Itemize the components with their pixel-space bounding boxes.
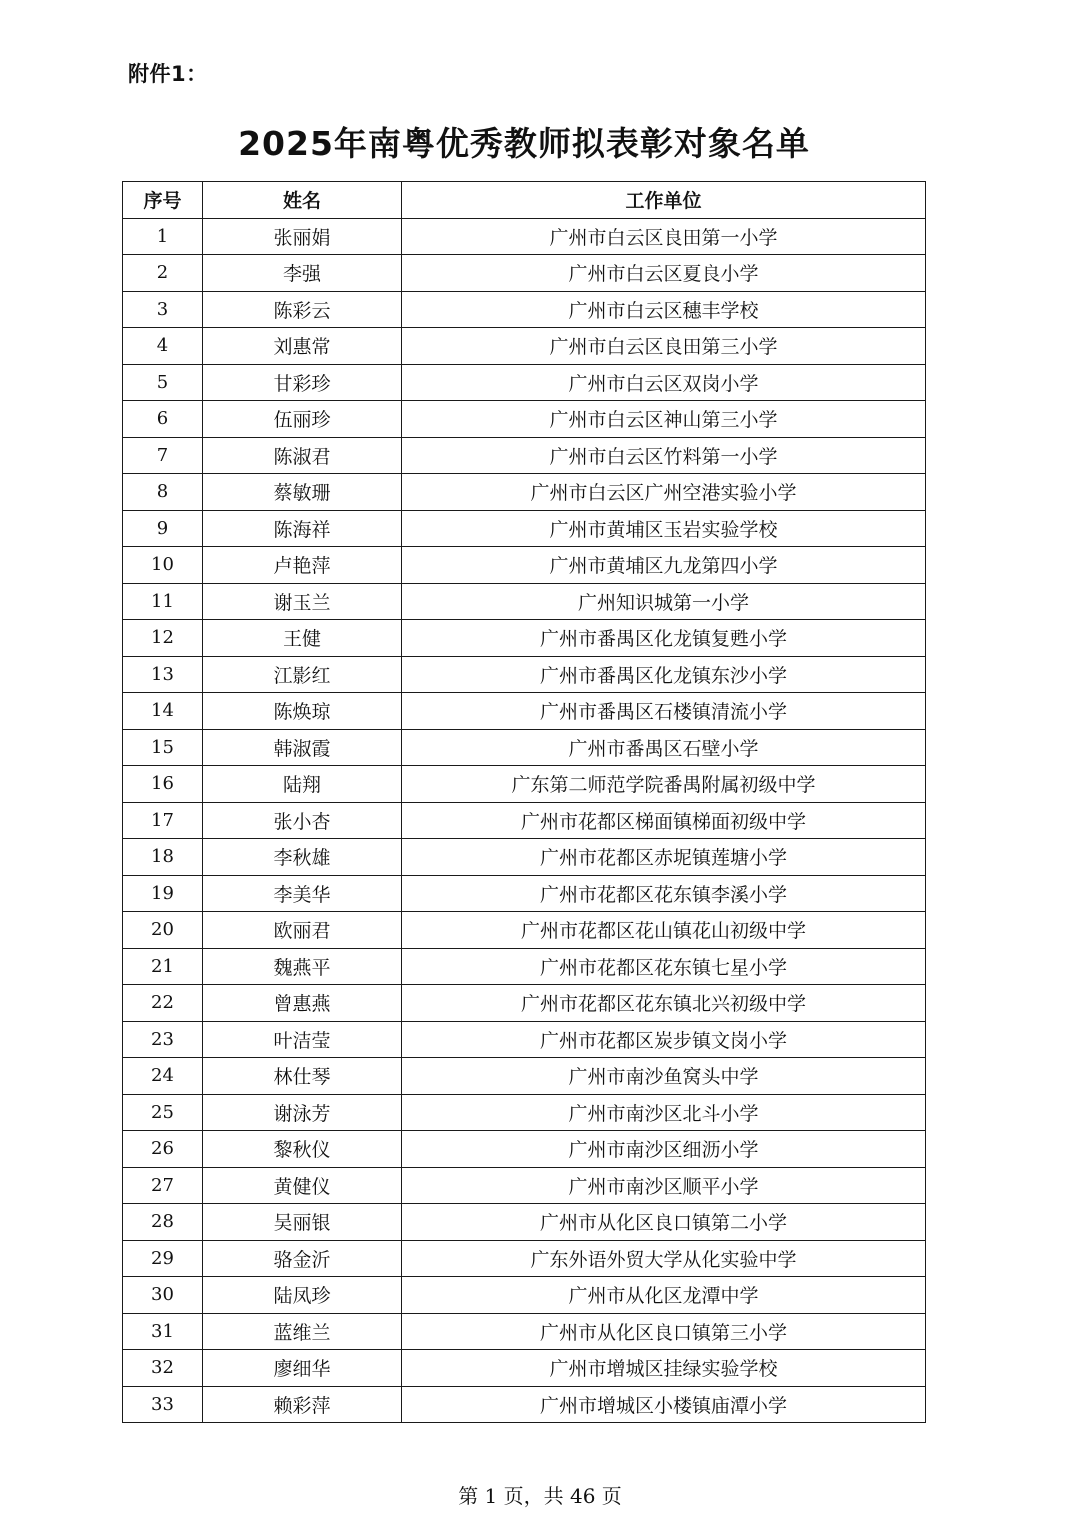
cell-name: 林仕琴 bbox=[203, 1058, 402, 1095]
table-row bbox=[123, 401, 926, 438]
cell-work-unit: 广州市花都区梯面镇梯面初级中学 bbox=[402, 802, 926, 839]
honoree-table bbox=[122, 181, 926, 1423]
table-row bbox=[123, 1386, 926, 1423]
cell-serial-number: 19 bbox=[123, 875, 203, 912]
cell-work-unit: 广州市白云区穗丰学校 bbox=[402, 291, 926, 328]
cell-name: 张丽娟 bbox=[203, 218, 402, 255]
cell-serial-number: 10 bbox=[123, 547, 203, 584]
cell-serial-number: 13 bbox=[123, 656, 203, 693]
cell-serial-number: 7 bbox=[123, 437, 203, 474]
table-row bbox=[123, 1350, 926, 1387]
table-row bbox=[123, 875, 926, 912]
cell-name: 吴丽银 bbox=[203, 1204, 402, 1241]
header-work-unit: 工作单位 bbox=[402, 182, 926, 219]
cell-work-unit: 广州市黄埔区玉岩实验学校 bbox=[402, 510, 926, 547]
cell-serial-number: 20 bbox=[123, 912, 203, 949]
table-row bbox=[123, 948, 926, 985]
cell-serial-number: 11 bbox=[123, 583, 203, 620]
cell-name: 叶洁莹 bbox=[203, 1021, 402, 1058]
cell-serial-number: 6 bbox=[123, 401, 203, 438]
table-row bbox=[123, 1240, 926, 1277]
cell-name: 廖细华 bbox=[203, 1350, 402, 1387]
cell-serial-number: 18 bbox=[123, 839, 203, 876]
table-row bbox=[123, 693, 926, 730]
table-row bbox=[123, 547, 926, 584]
table-row bbox=[123, 218, 926, 255]
cell-serial-number: 4 bbox=[123, 328, 203, 365]
cell-name: 陈海祥 bbox=[203, 510, 402, 547]
table-row bbox=[123, 1167, 926, 1204]
cell-serial-number: 5 bbox=[123, 364, 203, 401]
cell-serial-number: 12 bbox=[123, 620, 203, 657]
cell-work-unit: 广东第二师范学院番禺附属初级中学 bbox=[402, 766, 926, 803]
cell-work-unit: 广州市花都区赤坭镇莲塘小学 bbox=[402, 839, 926, 876]
cell-serial-number: 27 bbox=[123, 1167, 203, 1204]
cell-work-unit: 广州市花都区花东镇北兴初级中学 bbox=[402, 985, 926, 1022]
cell-serial-number: 23 bbox=[123, 1021, 203, 1058]
cell-work-unit: 广州市南沙区细沥小学 bbox=[402, 1131, 926, 1168]
table-row bbox=[123, 729, 926, 766]
cell-name: 陈彩云 bbox=[203, 291, 402, 328]
cell-work-unit: 广州市从化区龙潭中学 bbox=[402, 1277, 926, 1314]
cell-name: 蓝维兰 bbox=[203, 1313, 402, 1350]
cell-serial-number: 1 bbox=[123, 218, 203, 255]
table-header-row bbox=[123, 182, 926, 219]
table-row bbox=[123, 839, 926, 876]
cell-name: 王健 bbox=[203, 620, 402, 657]
cell-name: 黎秋仪 bbox=[203, 1131, 402, 1168]
cell-work-unit: 广州市番禺区石壁小学 bbox=[402, 729, 926, 766]
cell-name: 曾惠燕 bbox=[203, 985, 402, 1022]
cell-work-unit: 广州市白云区良田第一小学 bbox=[402, 218, 926, 255]
cell-serial-number: 30 bbox=[123, 1277, 203, 1314]
cell-work-unit: 广州市白云区夏良小学 bbox=[402, 255, 926, 292]
cell-serial-number: 33 bbox=[123, 1386, 203, 1423]
table-row bbox=[123, 656, 926, 693]
cell-name: 魏燕平 bbox=[203, 948, 402, 985]
cell-name: 李秋雄 bbox=[203, 839, 402, 876]
cell-name: 李强 bbox=[203, 255, 402, 292]
table-row bbox=[123, 583, 926, 620]
table-row bbox=[123, 291, 926, 328]
cell-name: 刘惠常 bbox=[203, 328, 402, 365]
cell-name: 卢艳萍 bbox=[203, 547, 402, 584]
table-row bbox=[123, 1131, 926, 1168]
cell-name: 蔡敏珊 bbox=[203, 474, 402, 511]
cell-name: 黄健仪 bbox=[203, 1167, 402, 1204]
cell-work-unit: 广州知识城第一小学 bbox=[402, 583, 926, 620]
cell-name: 张小杏 bbox=[203, 802, 402, 839]
table-row bbox=[123, 510, 926, 547]
cell-serial-number: 8 bbox=[123, 474, 203, 511]
table-row bbox=[123, 1021, 926, 1058]
cell-name: 陈焕琼 bbox=[203, 693, 402, 730]
cell-work-unit: 广州市番禺区化龙镇东沙小学 bbox=[402, 656, 926, 693]
table-row bbox=[123, 985, 926, 1022]
cell-work-unit: 广东外语外贸大学从化实验中学 bbox=[402, 1240, 926, 1277]
cell-serial-number: 16 bbox=[123, 766, 203, 803]
cell-serial-number: 29 bbox=[123, 1240, 203, 1277]
cell-serial-number: 32 bbox=[123, 1350, 203, 1387]
cell-name: 骆金沂 bbox=[203, 1240, 402, 1277]
cell-work-unit: 广州市从化区良口镇第三小学 bbox=[402, 1313, 926, 1350]
cell-work-unit: 广州市增城区挂绿实验学校 bbox=[402, 1350, 926, 1387]
cell-name: 赖彩萍 bbox=[203, 1386, 402, 1423]
table-row bbox=[123, 328, 926, 365]
table-row bbox=[123, 912, 926, 949]
cell-work-unit: 广州市增城区小楼镇庙潭小学 bbox=[402, 1386, 926, 1423]
table-row bbox=[123, 255, 926, 292]
cell-serial-number: 24 bbox=[123, 1058, 203, 1095]
table-row bbox=[123, 1277, 926, 1314]
cell-serial-number: 25 bbox=[123, 1094, 203, 1131]
cell-name: 谢泳芳 bbox=[203, 1094, 402, 1131]
cell-work-unit: 广州市白云区广州空港实验小学 bbox=[402, 474, 926, 511]
table-row bbox=[123, 802, 926, 839]
cell-serial-number: 14 bbox=[123, 693, 203, 730]
cell-work-unit: 广州市白云区双岗小学 bbox=[402, 364, 926, 401]
cell-name: 陆凤珍 bbox=[203, 1277, 402, 1314]
cell-work-unit: 广州市番禺区石楼镇清流小学 bbox=[402, 693, 926, 730]
page-footer: 第 1 页，共 46 页 bbox=[458, 1484, 622, 1508]
cell-work-unit: 广州市花都区花东镇李溪小学 bbox=[402, 875, 926, 912]
cell-serial-number: 17 bbox=[123, 802, 203, 839]
cell-serial-number: 3 bbox=[123, 291, 203, 328]
cell-serial-number: 15 bbox=[123, 729, 203, 766]
table-row bbox=[123, 620, 926, 657]
table-row bbox=[123, 364, 926, 401]
cell-name: 谢玉兰 bbox=[203, 583, 402, 620]
cell-work-unit: 广州市南沙区北斗小学 bbox=[402, 1094, 926, 1131]
cell-work-unit: 广州市南沙鱼窝头中学 bbox=[402, 1058, 926, 1095]
table-row bbox=[123, 766, 926, 803]
cell-work-unit: 广州市花都区花东镇七星小学 bbox=[402, 948, 926, 985]
header-serial-number: 序号 bbox=[123, 182, 203, 219]
table-row bbox=[123, 1094, 926, 1131]
cell-work-unit: 广州市南沙区顺平小学 bbox=[402, 1167, 926, 1204]
table-row bbox=[123, 1204, 926, 1241]
cell-name: 李美华 bbox=[203, 875, 402, 912]
cell-name: 陈淑君 bbox=[203, 437, 402, 474]
table-row bbox=[123, 437, 926, 474]
header-name: 姓名 bbox=[203, 182, 402, 219]
cell-work-unit: 广州市番禺区化龙镇复甦小学 bbox=[402, 620, 926, 657]
cell-serial-number: 21 bbox=[123, 948, 203, 985]
document-title: 2025年南粤优秀教师拟表彰对象名单 bbox=[238, 124, 810, 163]
cell-name: 韩淑霞 bbox=[203, 729, 402, 766]
cell-name: 伍丽珍 bbox=[203, 401, 402, 438]
cell-name: 欧丽君 bbox=[203, 912, 402, 949]
cell-serial-number: 9 bbox=[123, 510, 203, 547]
cell-name: 陆翔 bbox=[203, 766, 402, 803]
cell-serial-number: 22 bbox=[123, 985, 203, 1022]
cell-serial-number: 26 bbox=[123, 1131, 203, 1168]
cell-name: 甘彩珍 bbox=[203, 364, 402, 401]
cell-work-unit: 广州市花都区炭步镇文岗小学 bbox=[402, 1021, 926, 1058]
cell-serial-number: 2 bbox=[123, 255, 203, 292]
cell-work-unit: 广州市白云区神山第三小学 bbox=[402, 401, 926, 438]
cell-serial-number: 28 bbox=[123, 1204, 203, 1241]
cell-serial-number: 31 bbox=[123, 1313, 203, 1350]
table-row bbox=[123, 1313, 926, 1350]
cell-work-unit: 广州市白云区竹料第一小学 bbox=[402, 437, 926, 474]
attachment-label: 附件1： bbox=[128, 62, 208, 86]
cell-work-unit: 广州市从化区良口镇第二小学 bbox=[402, 1204, 926, 1241]
cell-name: 江影红 bbox=[203, 656, 402, 693]
cell-work-unit: 广州市花都区花山镇花山初级中学 bbox=[402, 912, 926, 949]
table-row bbox=[123, 1058, 926, 1095]
cell-work-unit: 广州市黄埔区九龙第四小学 bbox=[402, 547, 926, 584]
table-row bbox=[123, 474, 926, 511]
cell-work-unit: 广州市白云区良田第三小学 bbox=[402, 328, 926, 365]
